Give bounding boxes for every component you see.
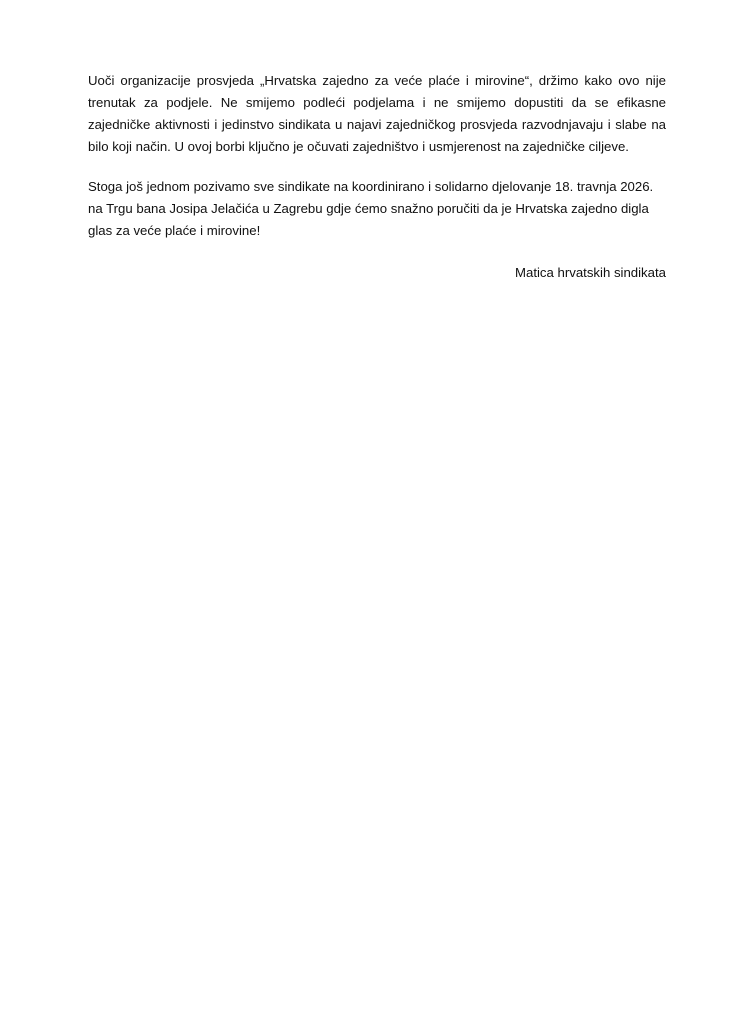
document-body (88, 70, 666, 284)
paragraph-2: Stoga još jednom pozivamo sve sindikate na koordinirano i solidarno djelovanje 18. travnja 2026. na Trgu bana Josipa Jelačića u Zagrebu gdje ćemo snažno poručiti da je Hrvatska zajedno digla glas za veće plaće i mirovine! (88, 179, 654, 238)
paragraph-1: Uoči organizacije prosvjeda „Hrvatska zajedno za veće plaće i mirovine“, držimo kako ovo nije trenutak za podjele. Ne smijemo podleći podjelama i ne smijemo dopustiti da se efikasne zajedničke aktivnosti i jedinstvo sindikata u najavi zajedničkog prosvjeda razvodnjavaju i slabe na bilo koji način. U ovoj borbi ključno je očuvati zajedništvo i usmjerenost na zajedničke ciljeve. (88, 73, 666, 154)
signature: Matica hrvatskih sindikata (515, 265, 666, 280)
